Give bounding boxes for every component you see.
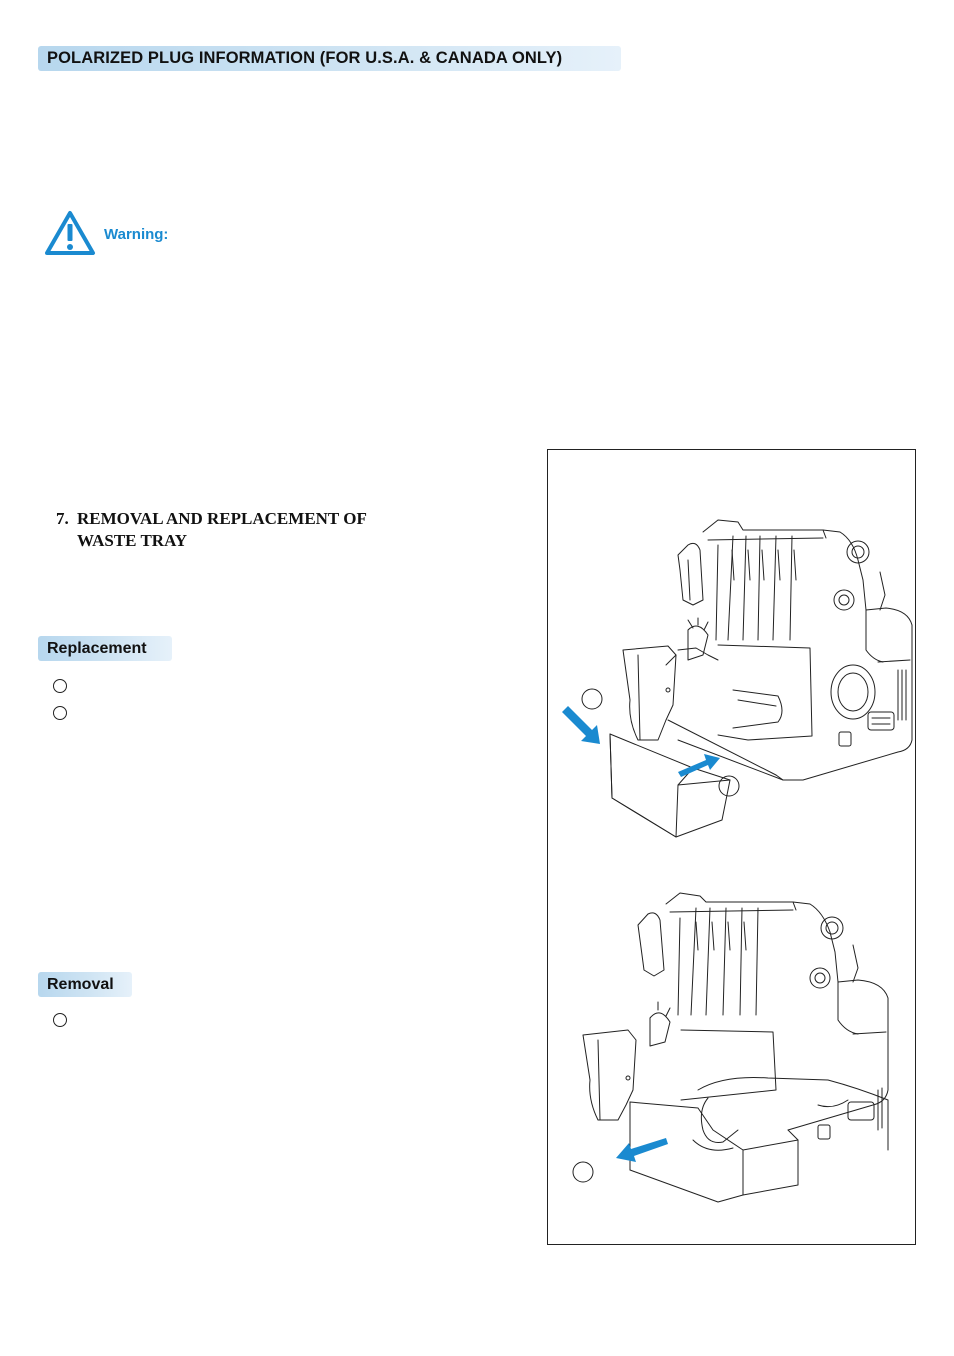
callout-circle-3 [573,1162,593,1182]
arrow-icon-left-down [616,1138,668,1162]
serger-illustrations [548,450,916,1245]
waste-tray-top [610,734,730,837]
warning-triangle-icon [44,210,96,256]
section-title-line-2: WASTE TRAY [77,531,188,550]
removal-heading: Removal [38,972,132,997]
serger-machine-top-illustration [610,520,912,837]
section-title-line-1: REMOVAL AND REPLACEMENT OF [77,509,367,528]
arrow-icon-right [678,754,720,777]
polarized-plug-heading: POLARIZED PLUG INFORMATION (FOR U.S.A. & CANADA ONLY) [38,46,621,71]
section-number: 7. [56,509,69,528]
replacement-heading: Replacement [38,636,172,661]
illustration-frame [547,449,916,1245]
arrow-icon-down-right [562,706,600,744]
step-marker-a [53,679,67,693]
callout-circle-1 [582,689,602,709]
step-marker-b [53,706,67,720]
warning-label: Warning: [104,226,169,243]
step-marker-c [53,1013,67,1027]
waste-tray-bottom [630,1102,798,1202]
section-7-heading [56,508,456,552]
